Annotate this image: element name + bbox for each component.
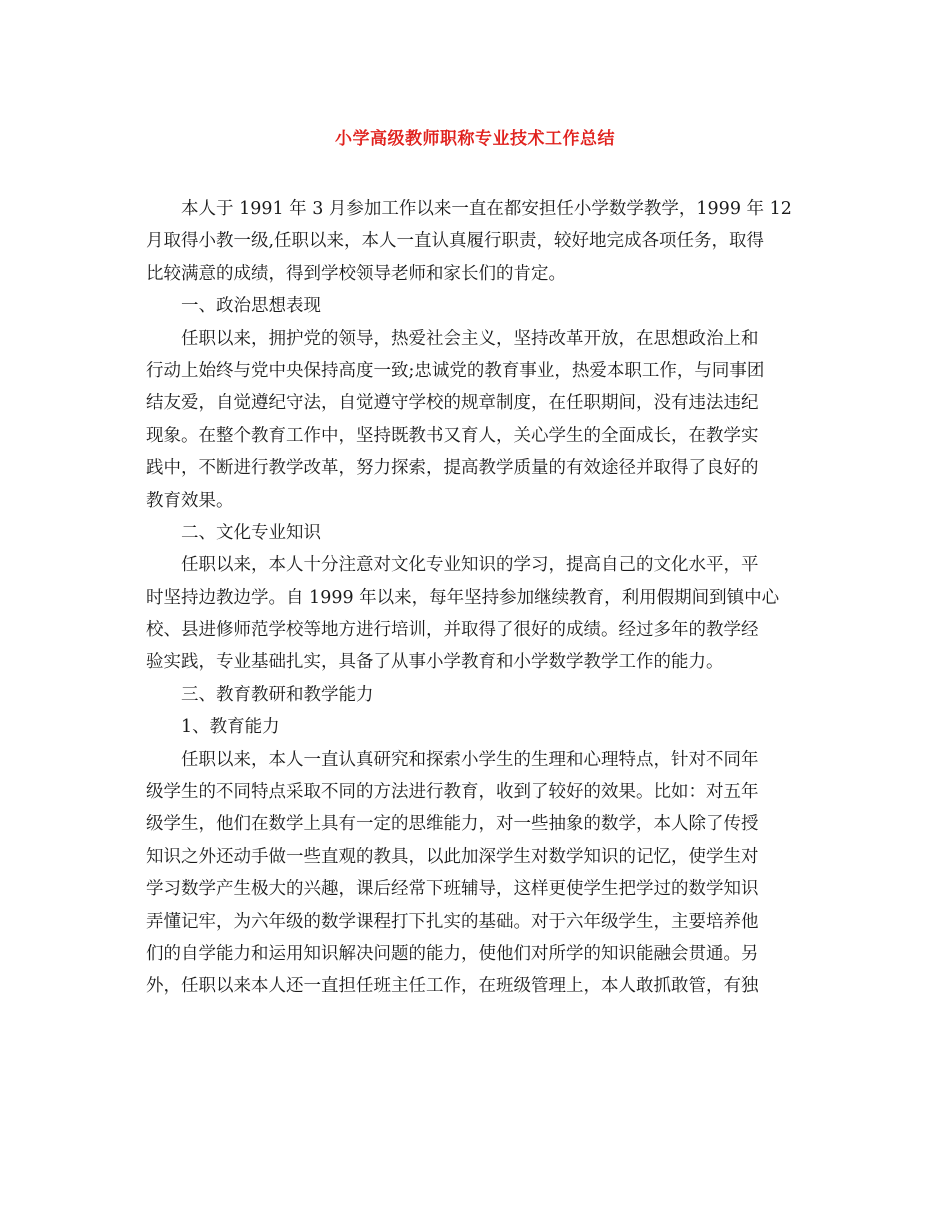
document-title: 小学高级教师职称专业技术工作总结 — [335, 129, 615, 149]
document-body — [146, 193, 808, 1003]
body-line: 本人于 1991 年 3 月参加工作以来一直在都安担任小学数学教学，1999 年 12 — [181, 199, 792, 219]
body-line: 任职以来，本人一直认真研究和探索小学生的生理和心理特点，针对不同年 — [181, 749, 759, 770]
body-line: 行动上始终与党中央保持高度一致;忠诚党的教育事业，热爱本职工作，与同事团 — [146, 360, 765, 381]
body-line: 级学生，他们在数学上具有一定的思维能力，对一些抽象的数学，本人除了传授 — [146, 814, 759, 835]
body-line: 外，任职以来本人还一直担任班主任工作，在班级管理上，本人敢抓敢管，有独 — [146, 976, 759, 997]
body-line: 践中，不断进行教学改革，努力探索，提高教学质量的有效途径并取得了良好的 — [146, 458, 759, 479]
body-line: 现象。在整个教育工作中，坚持既教书又育人，关心学生的全面成长，在教学实 — [146, 425, 759, 446]
body-line: 时坚持边教边学。自 1999 年以来，每年坚持参加继续教育，利用假期间到镇中心 — [146, 587, 780, 608]
body-line: 月取得小教一级,任职以来，本人一直认真履行职责，较好地完成各项任务，取得 — [146, 231, 765, 252]
body-line: 教育效果。 — [146, 490, 234, 511]
body-line: 结友爱，自觉遵纪守法，自觉遵守学校的规章制度，在任职期间，没有违法违纪 — [146, 393, 759, 414]
body-line: 比较满意的成绩，得到学校领导老师和家长们的肯定。 — [146, 263, 566, 284]
body-line: 任职以来，拥护党的领导，热爱社会主义，坚持改革开放，在思想政治上和 — [181, 328, 759, 349]
body-line: 一、政治思想表现 — [181, 296, 321, 317]
body-line: 弄懂记牢，为六年级的数学课程打下扎实的基础。对于六年级学生，主要培养他 — [146, 911, 759, 932]
body-line: 验实践，专业基础扎实，具备了从事小学教育和小学数学教学工作的能力。 — [146, 652, 724, 673]
body-line: 校、县进修师范学校等地方进行培训，并取得了很好的成绩。经过多年的教学经 — [146, 620, 759, 641]
body-line: 1、教育能力 — [181, 717, 280, 738]
body-line: 级学生的不同特点采取不同的方法进行教育，收到了较好的效果。比如：对五年 — [146, 782, 759, 803]
body-line: 三、教育教研和教学能力 — [181, 684, 374, 705]
body-line: 知识之外还动手做一些直观的教具，以此加深学生对数学知识的记忆，使学生对 — [146, 846, 759, 867]
body-line: 学习数学产生极大的兴趣，课后经常下班辅导，这样更使学生把学过的数学知识 — [146, 879, 759, 900]
body-line: 们的自学能力和运用知识解决问题的能力，使他们对所学的知识能融会贯通。另 — [146, 943, 759, 964]
body-line: 任职以来，本人十分注意对文化专业知识的学习，提高自己的文化水平，平 — [181, 555, 759, 576]
body-line: 二、文化专业知识 — [181, 522, 321, 543]
